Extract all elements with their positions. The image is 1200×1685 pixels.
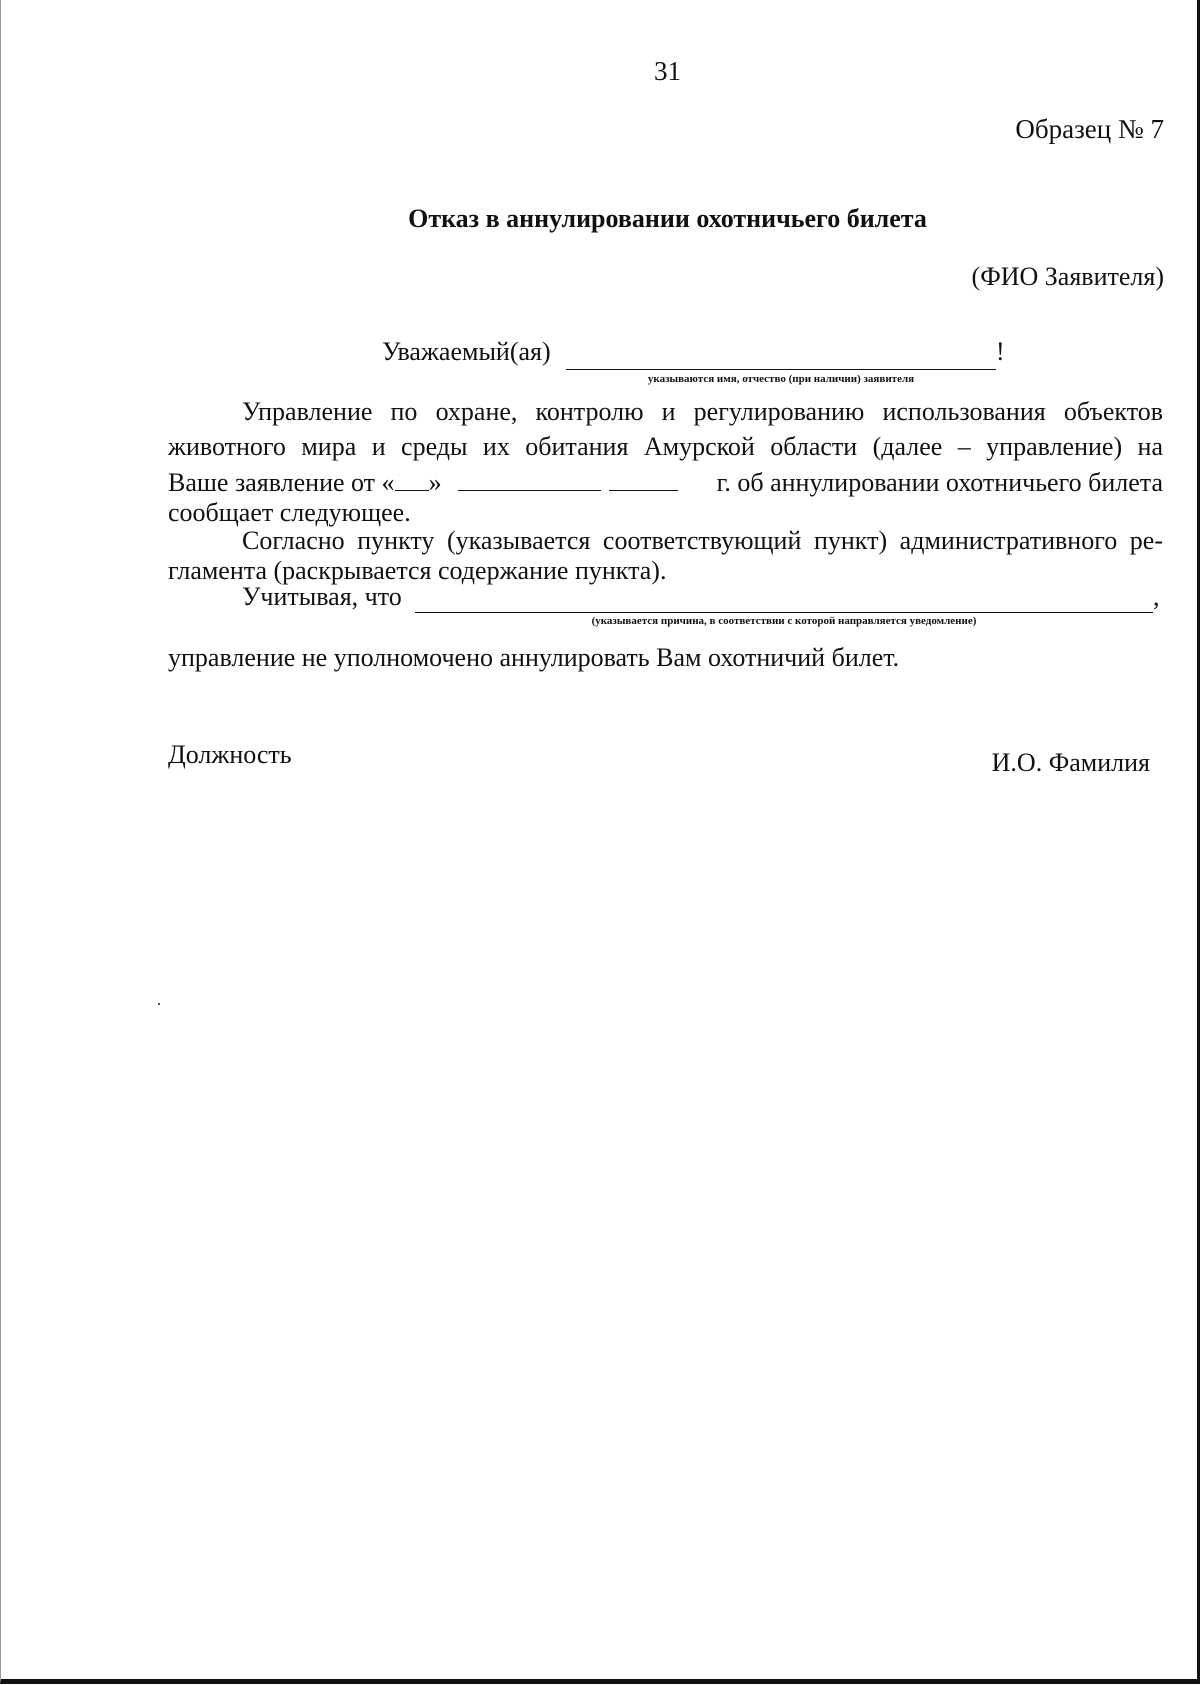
year-blank: [609, 466, 678, 491]
salutation-exclamation: !: [996, 337, 1005, 366]
day-blank: [395, 466, 429, 491]
body-p2-line2: гламента (раскрывается содержание пункта).: [168, 556, 667, 585]
quote-close: »: [428, 468, 442, 497]
body-p1-line2: животного мира и среды их обитания Амурской области (далее – управление) на: [168, 432, 1163, 461]
sample-number: Образец № 7: [1015, 114, 1164, 144]
reason-comma: ,: [1153, 582, 1160, 611]
document-title: Отказ в аннулировании охотничьего билета: [408, 204, 927, 233]
body-p1-line1: Управление по охране, контролю и регулированию использования объектов: [242, 397, 1163, 426]
signature-name: И.О. Фамилия: [991, 748, 1150, 777]
body-p2-line1: Согласно пункту (указывается соответствующий пункт) административного ре-: [242, 526, 1163, 555]
scan-artifact-dot: [158, 1003, 160, 1005]
applicant-fio: (ФИО Заявителя): [971, 262, 1164, 291]
body-p3-label: Учитывая, что: [242, 582, 402, 611]
month-blank: [458, 466, 601, 491]
body-p1-line3: [168, 466, 1163, 498]
reason-blank-line: [415, 612, 1153, 613]
page-number: 31: [654, 56, 681, 86]
salutation-label: Уважаемый(ая): [382, 337, 551, 366]
date-intro-text: Ваше заявление от «: [168, 468, 395, 497]
body-p1-line4: сообщает следующее.: [168, 498, 411, 527]
salutation-hint: указываются имя, отчество (при наличии) заявителя: [647, 373, 915, 385]
body-p4: управление не уполномочено аннулировать Вам охотничий билет.: [168, 643, 900, 672]
salutation-blank-line: [566, 369, 996, 370]
reason-hint: (указывается причина, в соответствии с которой направляется уведомление): [591, 615, 977, 627]
date-outro-text: г. об аннулировании охотничьего билета: [716, 468, 1163, 497]
signature-position: Должность: [168, 740, 292, 769]
